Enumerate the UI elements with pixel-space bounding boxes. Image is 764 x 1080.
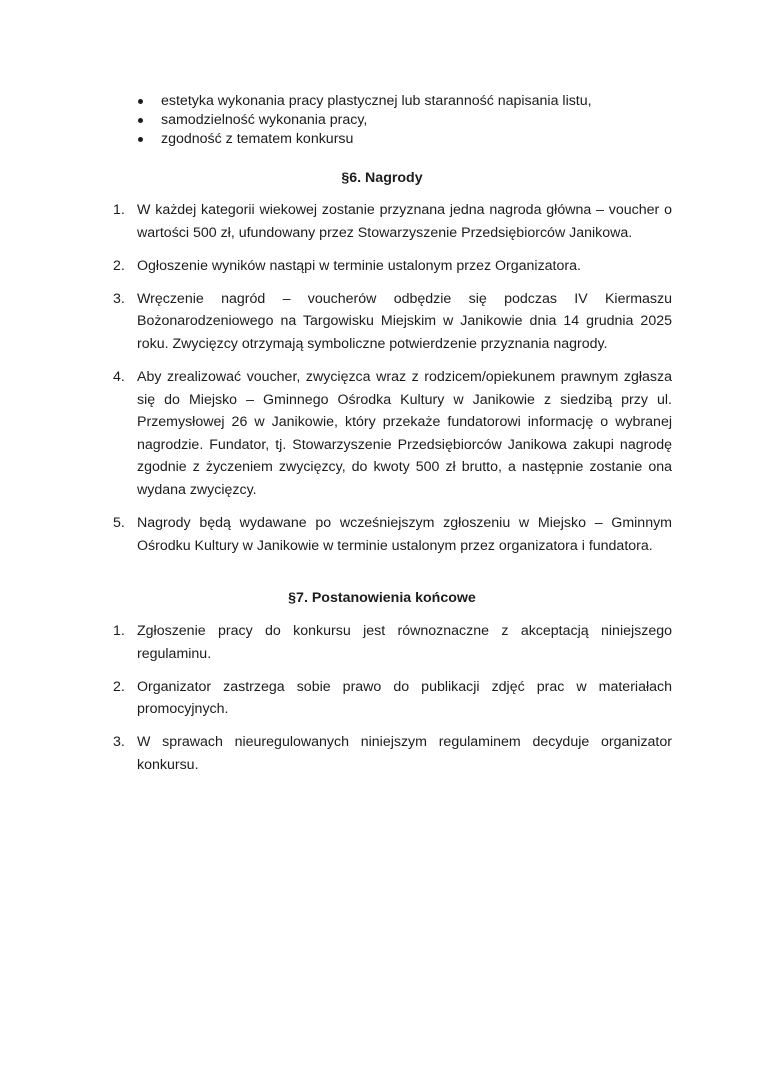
- postanowienia-numbered-list: [108, 620, 672, 787]
- list-item: [108, 731, 672, 776]
- list-item: [108, 512, 672, 557]
- item-text: Nagrody będą wydawane po wcześniejszym zgłoszeniu w Miejsko – Gminnym Ośrodku Kultury w Janikowie w terminie ustalonym przez organizatora i fundatora.: [137, 515, 672, 554]
- bullet-item: [132, 111, 672, 130]
- bullet-item: [132, 130, 672, 149]
- criteria-bullet-list: [132, 92, 672, 149]
- item-number: 1.: [113, 202, 125, 218]
- item-number: 2.: [113, 257, 125, 274]
- list-item: [108, 199, 672, 244]
- bullet-icon: [138, 99, 143, 104]
- section-heading-nagrody: §6. Nagrody: [341, 170, 423, 186]
- item-text: Ogłoszenie wyników nastąpi w terminie ustalonym przez Organizatora.: [137, 257, 581, 274]
- list-item: [108, 288, 672, 356]
- item-number: 3.: [113, 734, 125, 751]
- item-text: Wręczenie nagród – voucherów odbędzie się podczas IV Kiermaszu Bożonarodzeniowego na Targowisku Miejskim w Janikowie dnia 14 grudnia 2025 roku. Zwycięzcy otrzymają symboliczne potwierdzenie przyznania nagrody.: [137, 290, 672, 352]
- list-item: [108, 676, 672, 721]
- bullet-item: [132, 92, 672, 111]
- item-number: 5.: [113, 515, 125, 532]
- nagrody-numbered-list: [108, 199, 672, 568]
- bullet-icon: [138, 137, 143, 142]
- item-text: Zgłoszenie pracy do konkursu jest równoznaczne z akceptacją niniejszego regulaminu.: [137, 623, 672, 662]
- list-item: [108, 255, 672, 278]
- item-number: 3.: [113, 290, 125, 307]
- item-number: 4.: [113, 369, 125, 386]
- bullet-text: samodzielność wykonania pracy,: [161, 112, 368, 128]
- bullet-text: zgodność z tematem konkursu: [161, 131, 354, 147]
- item-text: W każdej kategorii wiekowej zostanie przyznana jedna nagroda główna – voucher o wartości 500 zł, ufundowany przez Stowarzyszenie Przedsiębiorców Janikowa.: [137, 202, 672, 241]
- item-text: Aby zrealizować voucher, zwycięzca wraz z rodzicem/opiekunem prawnym zgłasza się do Miejsko – Gminnego Ośrodka Kultury w Janikowie z siedzibą przy ul. Przemysłowej 26 w Janikowie, który przekaże fundatorowi informację o wybranej nagrodzie. Fundator, tj. Stowarzyszenie Przedsiębiorców Janikowa zakupi nagrodę zgodnie z życzeniem zwycięzcy, do kwoty 500 zł brutto, a następnie zostanie ona wydana zwycięzcy.: [137, 369, 672, 499]
- item-number: 1.: [113, 623, 125, 639]
- item-text: Organizator zastrzega sobie prawo do publikacji zdjęć prac w materiałach promocyjnych.: [137, 678, 672, 718]
- item-text: W sprawach nieuregulowanych niniejszym regulaminem decyduje organizator konkursu.: [137, 734, 672, 773]
- bullet-icon: [138, 118, 143, 123]
- section-heading-postanowienia-koncowe: §7. Postanowienia końcowe: [288, 590, 476, 606]
- item-number: 2.: [113, 678, 125, 695]
- bullet-text: estetyka wykonania pracy plastycznej lub staranność napisania listu,: [161, 93, 592, 109]
- list-item: [108, 366, 672, 502]
- list-item: [108, 620, 672, 665]
